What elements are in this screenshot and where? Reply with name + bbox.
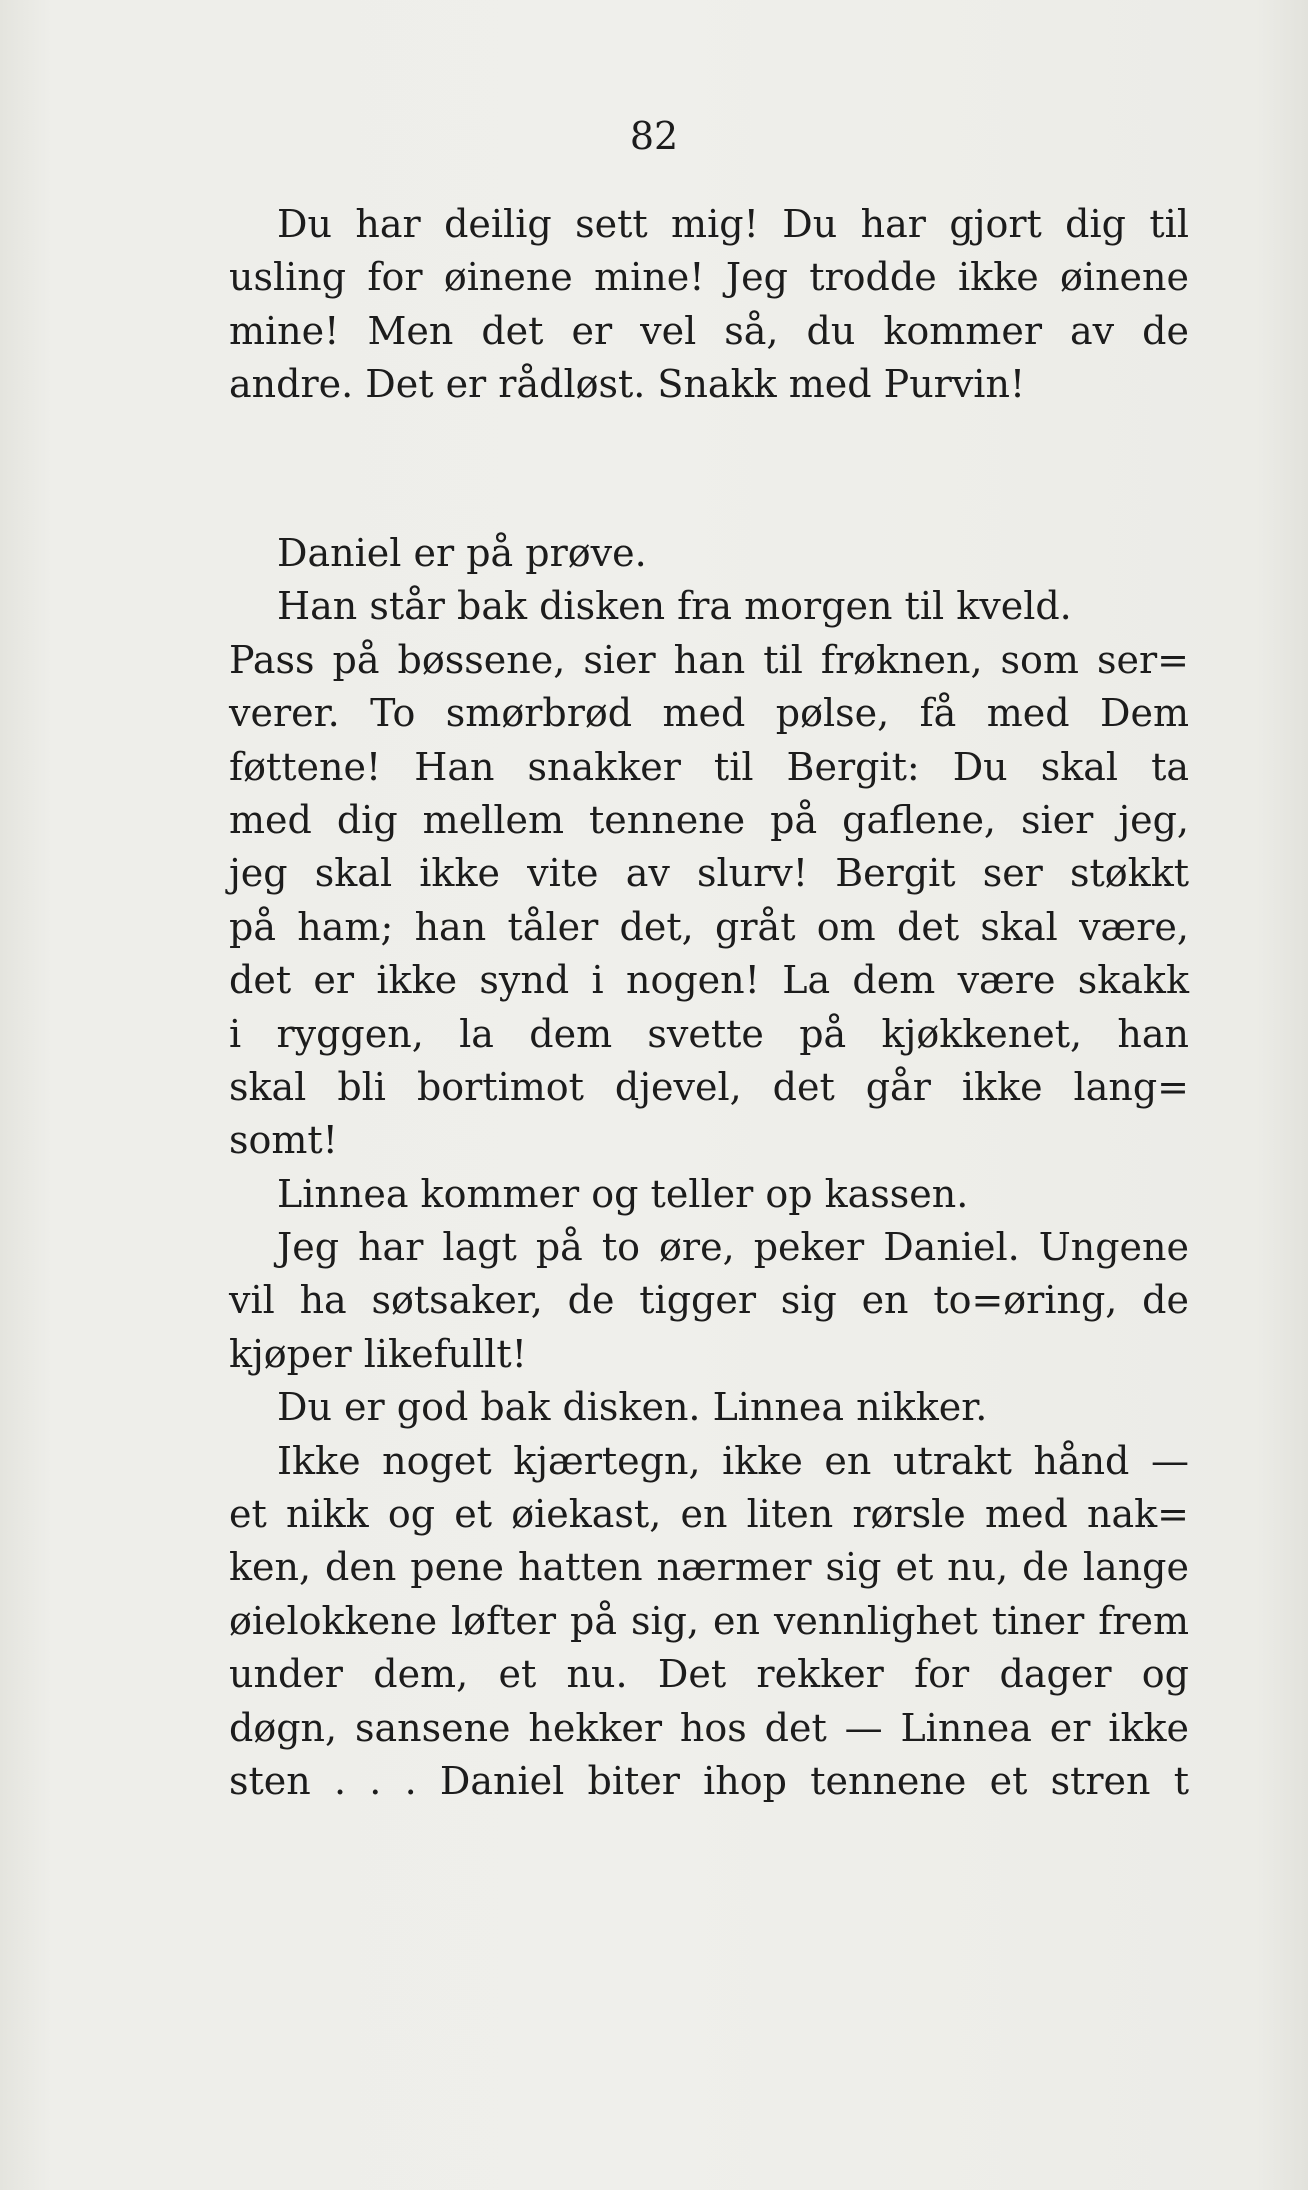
text-line: Jeg har lagt på to øre, peker Daniel. Ungene: [277, 1225, 1189, 1270]
text-line: vil ha søtsaker, de tigger sig en to=øring, de: [229, 1278, 1189, 1323]
text-line: jeg skal ikke vite av slurv! Bergit ser støkkt: [229, 851, 1189, 896]
text-line: usling for øinene mine! Jeg trodde ikke øinene: [229, 255, 1189, 300]
text-line: øielokkene løfter på sig, en vennlighet tiner frem: [229, 1598, 1189, 1643]
text-line: døgn, sansene hekker hos det — Linnea er ikke: [229, 1705, 1189, 1750]
section-body: [229, 527, 1189, 1808]
text-line: med dig mellem tennene på gaflene, sier jeg,: [229, 797, 1189, 842]
text-line: Pass på bøssene, sier han til frøknen, som ser=: [229, 637, 1189, 682]
text-line: Ikke noget kjærtegn, ikke en utrakt hånd —: [277, 1438, 1189, 1483]
text-line: Du er god bak disken. Linnea nikker.: [277, 1385, 988, 1430]
text-line: andre. Det er rådløst. Snakk med Purvin!: [229, 362, 1026, 407]
text-line: skal bli bortimot djevel, det går ikke lang=: [229, 1064, 1189, 1109]
text-line: et nikk og et øiekast, en liten rørsle med nak=: [229, 1492, 1189, 1537]
opening-paragraph: [229, 198, 1189, 412]
text-line: mine! Men det er vel så, du kommer av de: [229, 308, 1189, 353]
text-line: under dem, et nu. Det rekker for dager og: [229, 1652, 1189, 1697]
text-line: føttene! Han snakker til Bergit: Du skal ta: [229, 744, 1189, 789]
text-line: verer. To smørbrød med pølse, få med Dem: [229, 691, 1189, 736]
page-number: 82: [629, 114, 679, 158]
text-line: kjøper likefullt!: [229, 1331, 527, 1376]
text-line: Linnea kommer og teller op kassen.: [277, 1171, 969, 1216]
text-line: ken, den pene hatten nærmer sig et nu, de lange: [229, 1545, 1189, 1590]
text-line: Du har deilig sett mig! Du har gjort dig til: [277, 202, 1189, 246]
text-line: det er ikke synd i nogen! La dem være skakk: [229, 958, 1189, 1003]
text-line: i ryggen, la dem svette på kjøkkenet, han: [229, 1011, 1189, 1056]
text-line: somt!: [229, 1118, 338, 1163]
text-line: på ham; han tåler det, gråt om det skal være,: [229, 904, 1189, 949]
text-line: Daniel er på prøve.: [277, 531, 647, 575]
text-line: Han står bak disken fra morgen til kveld.: [277, 584, 1072, 629]
text-line: sten . . . Daniel biter ihop tennene et stren t: [229, 1758, 1189, 1803]
